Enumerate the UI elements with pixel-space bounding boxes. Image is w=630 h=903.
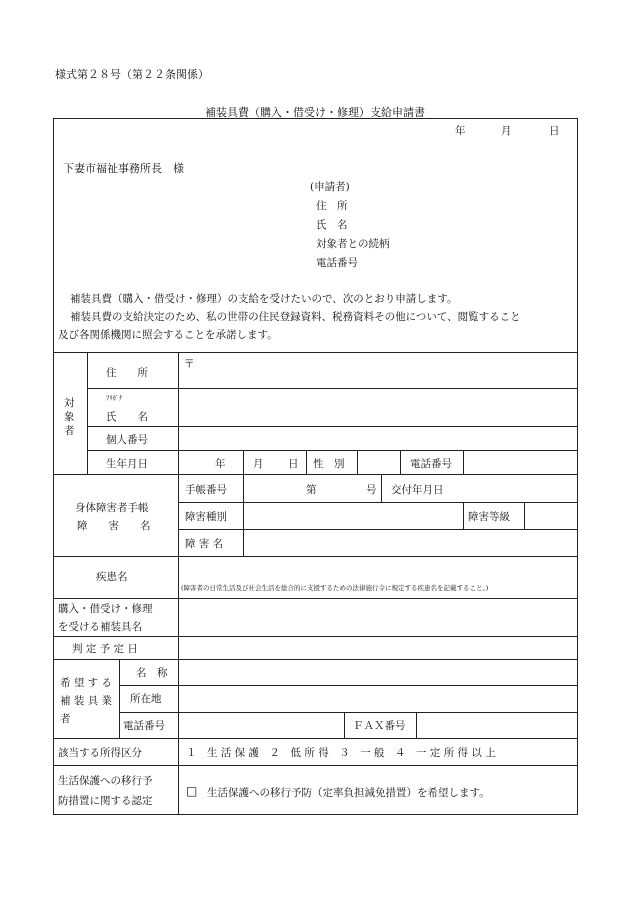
applicant-phone-label: 電話番号 xyxy=(316,257,358,269)
device-label-line-1: 購入・借受け・修理 xyxy=(58,603,153,615)
disease-note: (障害者の日常生活及び社会生活を総合的に支援するための法律施行令に規定する疾患名を記載すること。) xyxy=(181,584,489,592)
issue-date-label: 交付年月日 xyxy=(391,484,444,496)
statement-line-1: 補装具費（購入・借受け・修理）の支給を受けたいので、次のとおり申請します。 xyxy=(70,293,458,305)
subject-address-label: 住 所 xyxy=(106,367,148,379)
statement-line-3: 及び各関係機関に照会することを承諾します。 xyxy=(58,329,278,341)
recipient: 下妻市福祉事務所長 様 xyxy=(63,162,184,175)
subject-name-label: 氏 名 xyxy=(106,411,148,423)
disease-label: 疾患名 xyxy=(96,571,128,583)
device-label-line-2: を受ける補装具名 xyxy=(58,621,142,633)
welfare-text: 生活保護への移行予防（定率負担減免措置）を希望します。 xyxy=(207,787,490,799)
date-day: 日 xyxy=(549,125,560,137)
applicant-relationship-label: 対象者との続柄 xyxy=(316,238,390,250)
handbook-dai: 第 xyxy=(306,484,317,496)
applicant-heading: (申請者) xyxy=(310,181,350,193)
postal-mark: 〒 xyxy=(184,358,195,370)
birth-year: 年 xyxy=(215,458,226,470)
handbook-number-label: 手帳番号 xyxy=(185,484,227,496)
statement-line-2: 補装具費の支給決定のため、私の世帯の住民登録資料、税務資料その他について、閲覧すること xyxy=(70,311,521,323)
subject-phone-label: 電話番号 xyxy=(410,458,452,470)
welfare-label-line-2: 防措置に関する認定 xyxy=(58,795,153,807)
disability-type-label: 障害種別 xyxy=(185,511,227,523)
vendor-fax-label: ＦＡＸ番号 xyxy=(353,720,406,732)
vendor-location-label: 所在地 xyxy=(130,693,162,705)
welfare-label-line-1: 生活保護への移行予 xyxy=(58,775,153,787)
form-number: 様式第２８号（第２２条関係） xyxy=(55,68,209,81)
vendor-name-label: 名 称 xyxy=(136,667,168,679)
birth-day: 日 xyxy=(288,458,299,470)
income-options: １ 生 活 保 護 ２ 低 所 得 ３ 一 般 ４ 一 定 所 得 以 上 xyxy=(186,747,496,759)
disability-name-heading: 障 害 名 xyxy=(77,520,151,532)
income-category-label: 該当する所得区分 xyxy=(58,747,142,759)
judgment-date-label: 判 定 予 定 日 xyxy=(72,643,138,655)
handbook-label: 身体障害者手帳 xyxy=(75,502,149,514)
vendor-phone-label: 電話番号 xyxy=(123,720,165,732)
birth-month: 月 xyxy=(253,458,264,470)
sex-label: 性 別 xyxy=(313,458,345,470)
subject-label: 対 象 者 xyxy=(64,397,75,437)
applicant-address-label: 住 所 xyxy=(316,200,348,212)
id-number-label: 個人番号 xyxy=(106,434,148,446)
form-title: 補装具費（購入・借受け・修理）支給申請書 xyxy=(205,106,425,119)
applicant-name-label: 氏 名 xyxy=(316,219,348,231)
disability-grade-label: 障害等級 xyxy=(468,511,510,523)
handbook-go: 号 xyxy=(366,484,377,496)
application-form xyxy=(53,118,578,815)
welfare-checkbox[interactable]: □ xyxy=(186,784,198,798)
furigana-label: ﾌﾘｶﾞﾅ xyxy=(106,394,123,402)
disability-name-label: 障 害 名 xyxy=(185,538,224,550)
date-month: 月 xyxy=(501,125,512,137)
birthdate-label: 生年月日 xyxy=(106,458,148,470)
vendor-label: 希 望 す る 補 装 具 業 者 xyxy=(60,677,113,725)
date-year: 年 xyxy=(455,125,466,137)
